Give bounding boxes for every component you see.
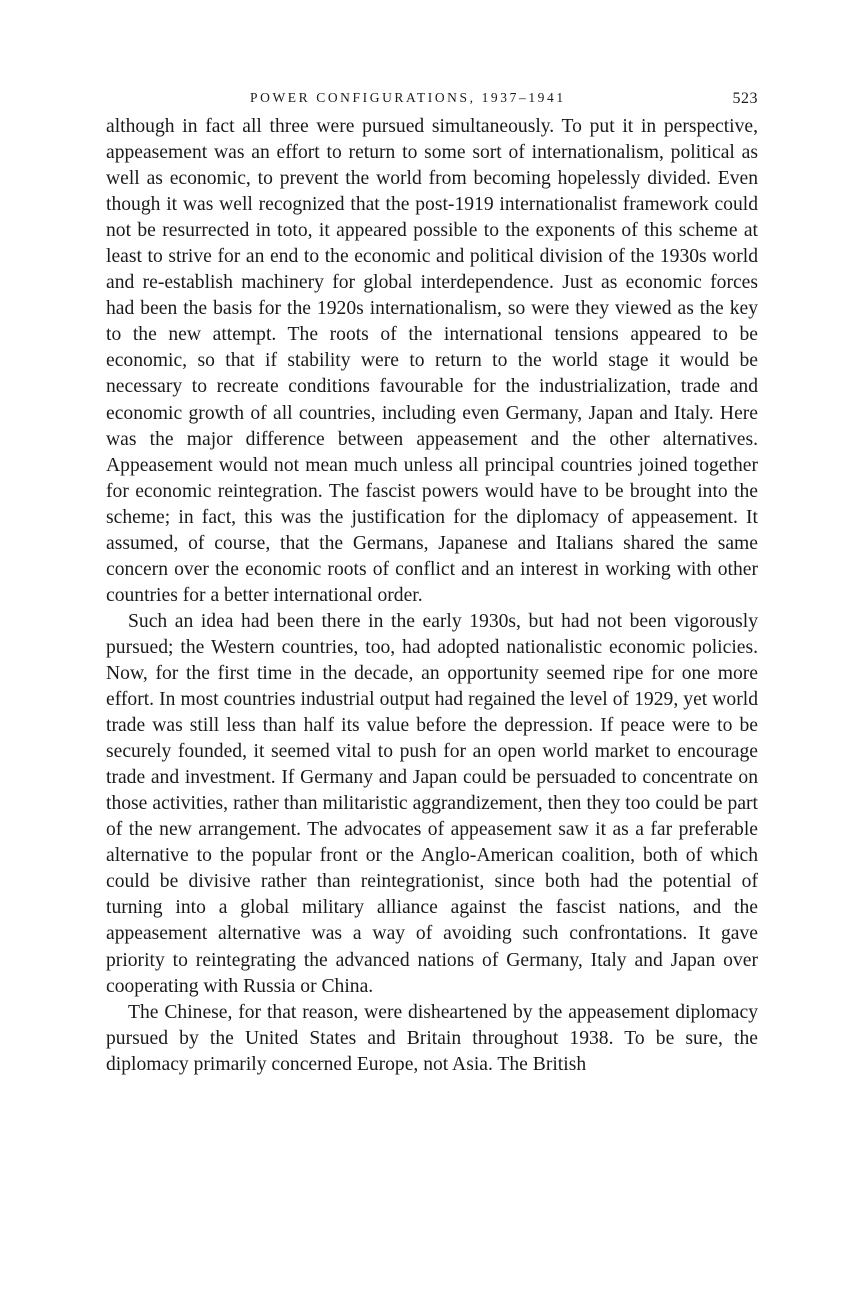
page-number: 523 (732, 90, 758, 107)
running-title: POWER CONFIGURATIONS, 1937–1941 (250, 90, 566, 105)
paragraph: The Chinese, for that reason, were disheartened by the appeasement diplomacy pursued by the United States and Britain throughout 1938. To be sure, the diplomacy primarily concerned Europe, not Asia. The British (106, 1001, 758, 1075)
paragraph: Such an idea had been there in the early 1930s, but had not been vigorously pursued; the Western countries, too, had adopted nationalistic economic policies. Now, for the first time in the decade, an opportunity seemed ripe for one more effort. In most countries industrial output had regained the level of 1929, yet world trade was still less than half its value before the depression. If peace were to be securely founded, it seemed vital to push for an open world market to encourage trade and investment. If Germany and Japan could be persuaded to concentrate on those activities, rather than militaristic aggrandizement, then they too could be part of the new arrangement. The advocates of appeasement saw it as a far preferable alternative to the popular front or the Anglo-American coalition, both of which could be divisive rather than reintegrationist, since both had the potential of turning into a global military alliance against the fascist nations, and the appeasement alternative was a way of avoiding such confrontations. It gave priority to reintegrating the advanced nations of Germany, Italy and Japan over cooperating with Russia or China. (106, 610, 758, 997)
body-text (106, 114, 758, 1078)
paragraph: although in fact all three were pursued simultaneously. To put it in perspective, appeasement was an effort to return to some sort of internationalism, political as well as economic, to prevent the world from becoming hopelessly divided. Even though it was well recognized that the post-1919 internationalist framework could not be resurrected in toto, it appeared possible to the exponents of this scheme at least to strive for an end to the economic and political division of the 1930s world and re-establish machinery for global interdependence. Just as economic forces had been the basis for the 1920s internationalism, so were they viewed as the key to the new attempt. The roots of the international tensions appeared to be economic, so that if stability were to return to the world stage it would be necessary to recreate conditions favourable for the industrialization, trade and economic growth of all countries, including even Germany, Japan and Italy. Here was the major difference between appeasement and the other alternatives. Appeasement would not mean much unless all principal countries joined together for economic reintegration. The fascist powers would have to be brought into the scheme; in fact, this was the justification for the diplomacy of appeasement. It assumed, of course, that the Germans, Japanese and Italians shared the same concern over the economic roots of conflict and an interest in working with other countries for a better international order. (106, 116, 758, 606)
book-page (106, 84, 758, 1078)
running-head (106, 84, 758, 114)
